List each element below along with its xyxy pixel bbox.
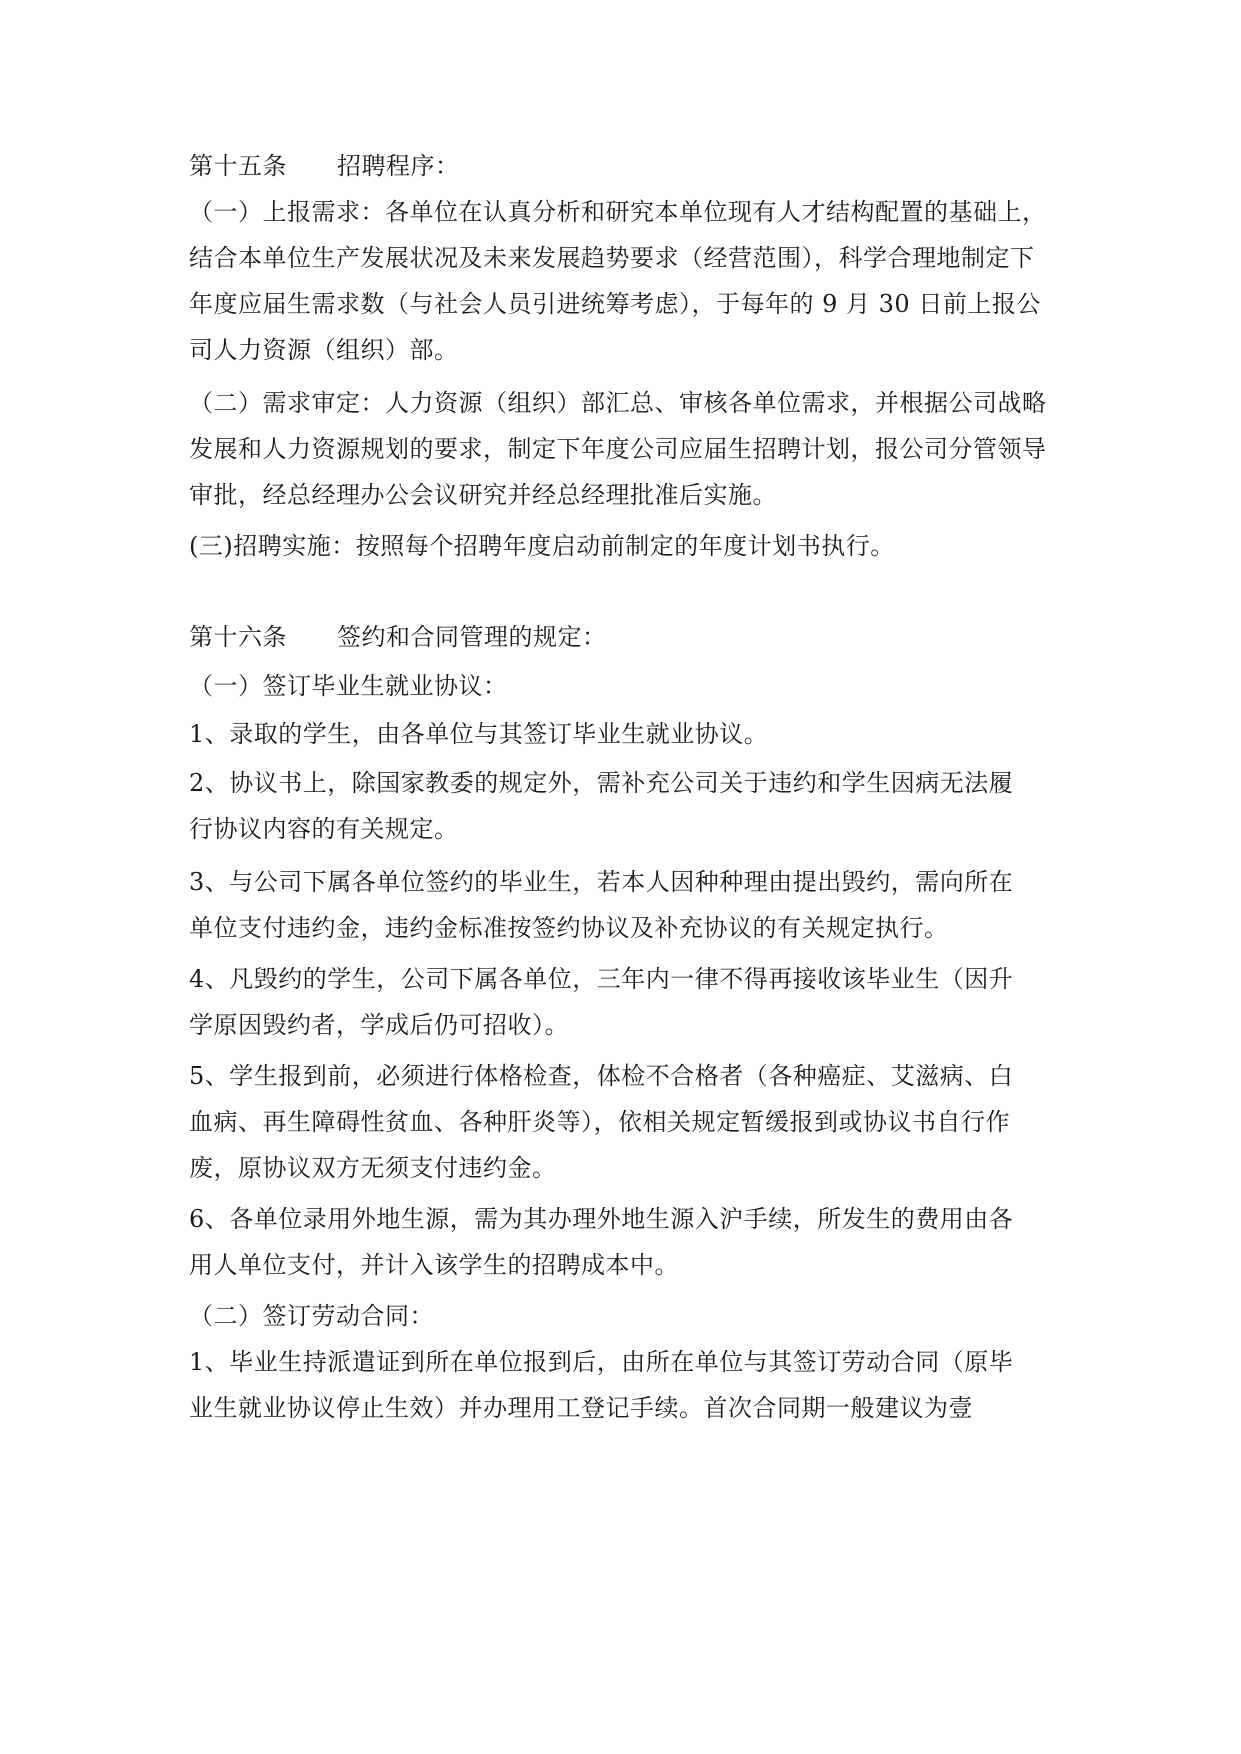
article-16-item2-line2: 行协议内容的有关规定。 [189, 815, 459, 843]
article-16-number: 第十六条 [189, 623, 287, 651]
article-16-item5-line2: 血病、再生障碍性贫血、各种肝炎等），依相关规定暂缓报到或协议书自行作 [189, 1108, 1010, 1136]
article-16-item5-line1: 5、学生报到前，必须进行体格检查，体检不合格者（各种癌症、艾滋病、白 [189, 1062, 1014, 1090]
article-15-para2-line1: （二）需求审定：人力资源（组织）部汇总、审核各单位需求，并根据公司战略 [189, 389, 1047, 417]
article-15-heading [189, 150, 460, 182]
article-15-para3-line1: (三)招聘实施：按照每个招聘年度启动前制定的年度计划书执行。 [189, 532, 895, 560]
article-16-item6-line2: 用人单位支付，并计入该学生的招聘成本中。 [189, 1251, 679, 1279]
article-15-para1-line4: 司人力资源（组织）部。 [189, 336, 459, 364]
article-16-heading [189, 621, 607, 653]
article-15-para2-line3: 审批，经总经理办公会议研究并经总经理批准后实施。 [189, 481, 777, 509]
article-15-para1-line1: （一）上报需求：各单位在认真分析和研究本单位现有人才结构配置的基础上， [189, 198, 1047, 226]
article-16-item2-line1: 2、协议书上，除国家教委的规定外，需补充公司关于违约和学生因病无法履 [189, 769, 1014, 797]
article-16-item4-line1: 4、凡毁约的学生，公司下属各单位，三年内一律不得再接收该毕业生（因升 [189, 965, 1014, 993]
article-15-title: 招聘程序： [337, 152, 460, 180]
article-16-item3-line1: 3、与公司下属各单位签约的毕业生，若本人因种种理由提出毁约，需向所在 [189, 868, 1014, 896]
article-16-item7-line2: 业生就业协议停止生效）并办理用工登记手续。首次合同期一般建议为壹 [189, 1394, 973, 1422]
article-15-number: 第十五条 [189, 152, 287, 180]
article-15-para1-line3: 年度应届生需求数（与社会人员引进统筹考虑），于每年的 9 月 30 日前上报公 [189, 290, 1041, 318]
article-16-item7-line1: 1、毕业生持派遣证到所在单位报到后，由所在单位与其签订劳动合同（原毕 [189, 1348, 1014, 1376]
article-16-item3-line2: 单位支付违约金，违约金标准按签约协议及补充协议的有关规定执行。 [189, 914, 949, 942]
article-16-item6-line1: 6、各单位录用外地生源，需为其办理外地生源入沪手续，所发生的费用由各 [189, 1205, 1014, 1233]
article-16-item4-line2: 学原因毁约者，学成后仍可招收）。 [189, 1011, 569, 1039]
article-16-item1-line1: 1、录取的学生，由各单位与其签订毕业生就业协议。 [189, 720, 769, 748]
article-16-title: 签约和合同管理的规定： [337, 623, 607, 651]
article-16-section1-title: （一）签订毕业生就业协议： [189, 672, 508, 700]
article-15-para2-line2: 发展和人力资源规划的要求，制定下年度公司应届生招聘计划，报公司分管领导 [189, 435, 1047, 463]
article-16-section2-title: （二）签订劳动合同： [189, 1302, 434, 1330]
article-16-item5-line3: 废，原协议双方无须支付违约金。 [189, 1154, 557, 1182]
article-15-para1-line2: 结合本单位生产发展状况及未来发展趋势要求（经营范围），科学合理地制定下 [189, 244, 1035, 272]
